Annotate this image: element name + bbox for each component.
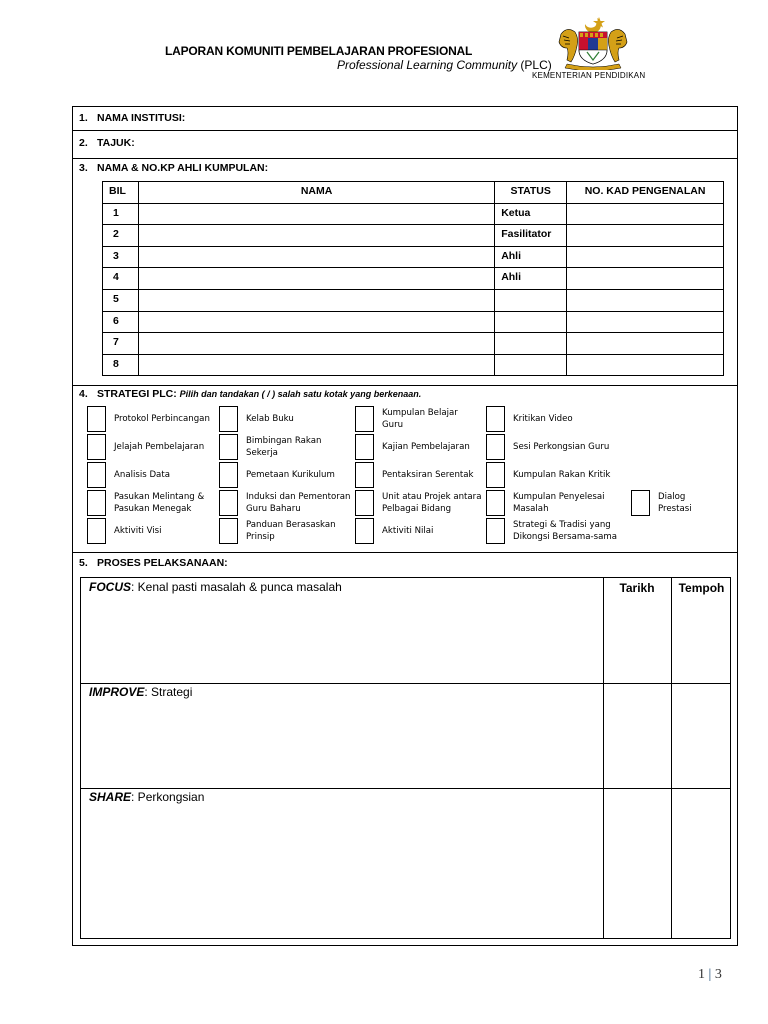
strategy-label: Bimbingan Rakan Sekerja [246,436,322,458]
improve-stage-label [89,685,192,699]
section-label: NAMA & NO.KP AHLI KUMPULAN: [97,162,269,174]
status-cell[interactable] [495,333,567,355]
section-title [73,131,737,159]
strategy-checkbox[interactable] [486,490,505,516]
status-cell: Ahli [495,268,567,290]
strategy-checkbox[interactable] [87,490,106,516]
share-stage-label [89,790,204,804]
strategy-checkbox[interactable] [87,406,106,432]
section-label: STRATEGI PLC: [97,388,180,400]
ic-cell[interactable] [567,268,724,290]
strategy-checkbox[interactable] [87,462,106,488]
strategy-option [87,462,170,488]
strategy-label: Induksi dan Pementoran Guru Baharu [246,492,351,514]
table-row [103,246,724,268]
strategy-label: Kelab Buku [246,414,294,424]
strategy-option [87,406,210,432]
strategy-label: Kritikan Video [513,414,573,424]
strategy-checkbox[interactable] [219,462,238,488]
table-row [103,203,724,225]
strategy-checkbox[interactable] [486,462,505,488]
bil-cell: 2 [103,225,139,247]
focus-keyword: FOCUS [89,580,131,594]
form-title: LAPORAN KOMUNITI PEMBELAJARAN PROFESIONAL [165,44,473,58]
strategy-option [355,518,433,544]
bil-cell: 6 [103,311,139,333]
improve-description: : Strategi [144,685,193,699]
strategy-option [87,490,204,516]
name-cell[interactable] [138,354,494,376]
page-separator: | [705,967,715,982]
section-label: NAMA INSTITUSI: [97,112,186,124]
table-row [103,225,724,247]
strategy-option [631,490,692,516]
ic-cell[interactable] [567,289,724,311]
share-description: : Perkongsian [131,790,205,804]
strategy-checkbox[interactable] [87,434,106,460]
table-row [103,333,724,355]
strategy-label: Sesi Perkongsian Guru [513,442,610,452]
bil-cell: 1 [103,203,139,225]
section-number: 1. [79,112,88,124]
strategy-option [219,462,335,488]
strategy-checkbox[interactable] [486,434,505,460]
section-number: 3. [79,162,88,174]
strategy-checkbox[interactable] [219,490,238,516]
strategy-checkbox[interactable] [355,518,374,544]
strategy-label: Pemetaan Kurikulum [246,470,335,480]
strategy-option [87,434,204,460]
ic-cell[interactable] [567,246,724,268]
strategy-option [87,518,162,544]
header-ic: NO. KAD PENGENALAN [567,182,724,204]
strategy-option [355,462,474,488]
strategy-option [486,406,573,432]
strategy-checkbox[interactable] [219,406,238,432]
strategy-label: Kajian Pembelajaran [382,442,470,452]
status-cell: Ahli [495,246,567,268]
bil-cell: 7 [103,333,139,355]
table-row [103,268,724,290]
strategy-checkbox[interactable] [355,406,374,432]
strategy-checkbox[interactable] [631,490,650,516]
header-tarikh: Tarikh [619,581,655,595]
name-cell[interactable] [138,311,494,333]
page-total: 3 [714,967,722,982]
status-cell: Fasilitator [495,225,567,247]
strategy-option [219,434,321,460]
section-number: 4. [79,388,88,400]
table-row [103,289,724,311]
status-cell[interactable] [495,354,567,376]
strategy-label: Kumpulan Rakan Kritik [513,470,611,480]
strategy-label: Pasukan Melintang & Pasukan Menegak [114,492,205,514]
column-divider [603,578,604,938]
plc-report-form [72,106,738,946]
section-number: 5. [79,557,88,569]
process-table [80,577,731,939]
name-cell[interactable] [138,333,494,355]
name-cell[interactable] [138,225,494,247]
strategy-option [219,490,351,516]
bil-cell: 3 [103,246,139,268]
strategy-checkbox[interactable] [219,518,238,544]
section-label: TAJUK: [97,137,135,149]
strategy-label: Panduan Berasaskan Prinsip [246,520,336,542]
strategy-label: Jelajah Pembelajaran [114,442,205,452]
improve-keyword: IMPROVE [89,685,145,699]
strategy-label: Strategi & Tradisi yang Dikongsi Bersama-sama [513,520,618,542]
column-divider [671,578,672,938]
name-cell[interactable] [138,289,494,311]
strategy-checkbox[interactable] [355,462,374,488]
strategy-checkbox[interactable] [87,518,106,544]
section-number: 2. [79,137,88,149]
ic-cell[interactable] [567,225,724,247]
coat-of-arms-logo [553,14,633,70]
bil-cell: 8 [103,354,139,376]
subtitle-italic: Professional Learning Community [337,58,518,72]
bil-cell: 5 [103,289,139,311]
name-cell[interactable] [138,246,494,268]
strategy-label: Pentaksiran Serentak [382,470,474,480]
ic-cell[interactable] [567,311,724,333]
strategy-label: Kumpulan Belajar Guru [382,408,458,430]
row-divider [81,683,730,684]
status-cell: Ketua [495,203,567,225]
form-subtitle [337,58,552,72]
table-row [103,354,724,376]
strategy-checkbox[interactable] [355,434,374,460]
ic-cell[interactable] [567,354,724,376]
row-divider [81,788,730,789]
table-row [103,311,724,333]
focus-stage-label [89,580,342,594]
strategy-option [219,406,294,432]
strategy-label: Unit atau Projek antara Pelbagai Bidang [382,492,482,514]
focus-description: : Kenal pasti masalah & punca masalah [131,580,342,594]
header-nama: NAMA [138,182,494,204]
header-bil: BIL [103,182,139,204]
strategy-option [486,490,605,516]
ic-cell[interactable] [567,333,724,355]
strategy-checkbox[interactable] [486,406,505,432]
members-table [102,181,724,376]
page-current: 1 [698,967,705,982]
subtitle-abbr: (PLC) [517,58,552,72]
strategy-label: Kumpulan Penyelesai Masalah [513,492,605,514]
strategy-option [355,434,470,460]
strategy-option [219,518,336,544]
section-process [73,557,228,569]
strategy-option [355,406,458,432]
ministry-name: KEMENTERIAN PENDIDIKAN [532,71,646,80]
strategy-option [486,434,609,460]
name-cell[interactable] [138,268,494,290]
strategy-label: Protokol Perbincangan [114,414,210,424]
section-institution [73,107,737,131]
strategy-label: Analisis Data [114,470,170,480]
share-keyword: SHARE [89,790,132,804]
strategy-instruction: Pilih dan tandakan ( / ) salah satu kotak yang berkenaan. [179,389,422,399]
section-label: PROSES PELAKSANAAN: [97,557,228,569]
ic-cell[interactable] [567,203,724,225]
status-cell[interactable] [495,311,567,333]
strategy-option [486,518,617,544]
strategy-label: Dialog Prestasi [658,492,692,514]
strategy-checkbox[interactable] [219,434,238,460]
table-header-row [103,182,724,204]
section-strategy [73,386,737,553]
header-status: STATUS [495,182,567,204]
strategy-option [486,462,610,488]
status-cell[interactable] [495,289,567,311]
strategy-option [355,490,481,516]
bil-cell: 4 [103,268,139,290]
header-tempoh: Tempoh [678,581,725,595]
name-cell[interactable] [138,203,494,225]
strategy-checkbox[interactable] [355,490,374,516]
page-number [698,967,722,983]
strategy-label: Aktiviti Visi [114,526,162,536]
strategy-checkbox[interactable] [486,518,505,544]
strategy-label: Aktiviti Nilai [382,526,434,536]
